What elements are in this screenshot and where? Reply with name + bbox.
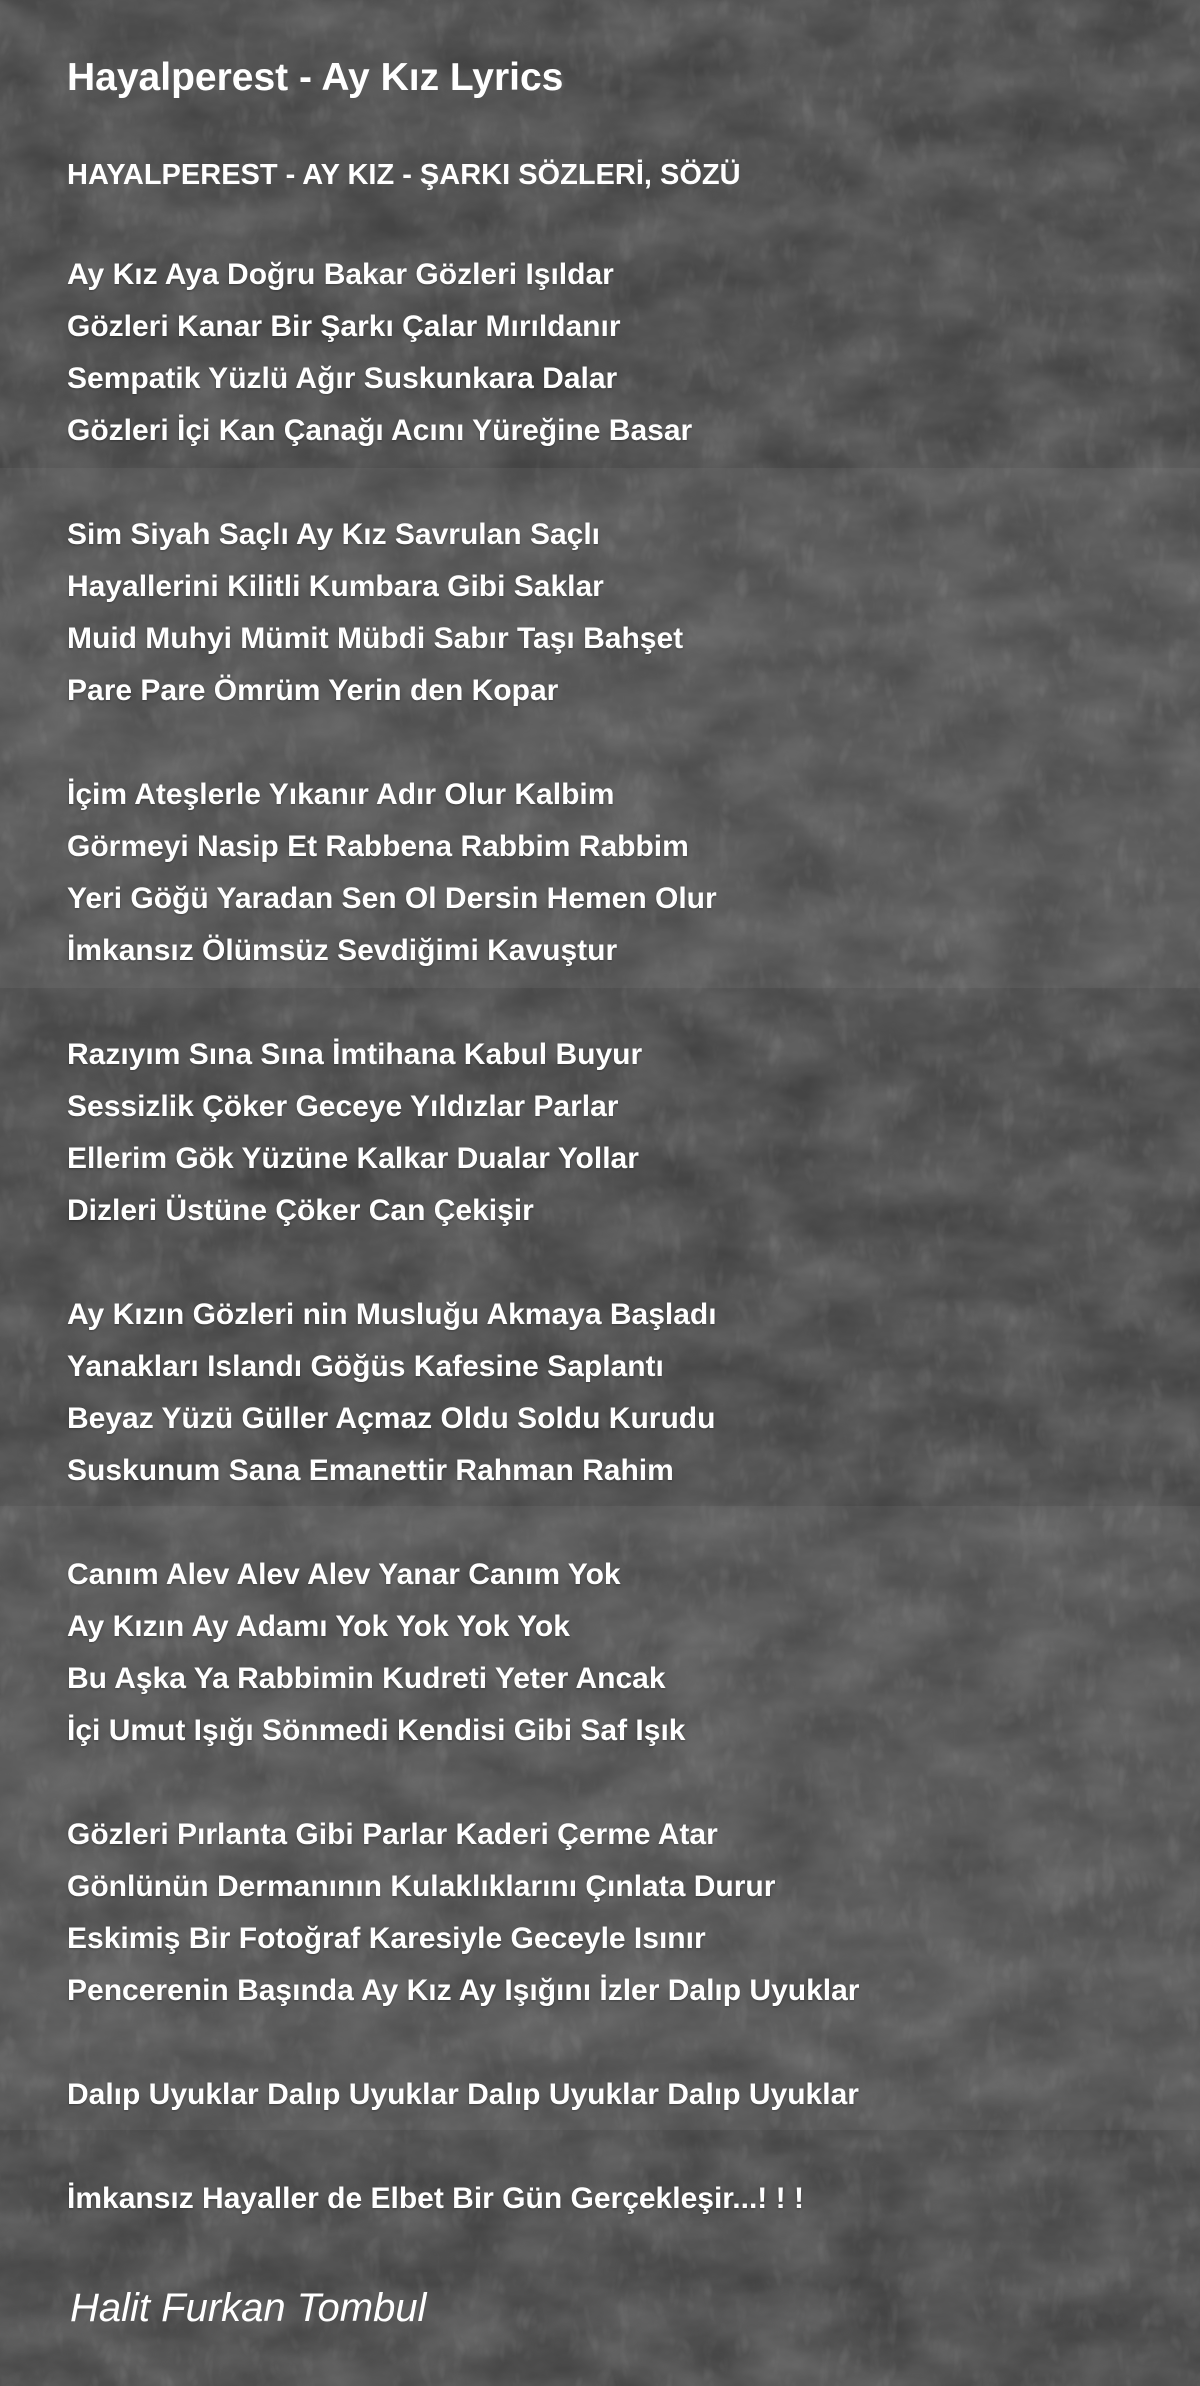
lyric-line: Sessizlik Çöker Geceye Yıldızlar Parlar — [67, 1090, 619, 1123]
page-subtitle: HAYALPEREST - AY KIZ - ŞARKI SÖZLERİ, SÖZÜ — [67, 159, 741, 191]
stanza — [67, 1029, 859, 1237]
lyric-line: İçi Umut Işığı Sönmedi Kendisi Gibi Saf Işık — [67, 1714, 686, 1747]
stanza — [67, 2069, 859, 2121]
lyric-line: İmkansız Ölümsüz Sevdiğimi Kavuştur — [67, 934, 618, 967]
lyric-line: Sim Siyah Saçlı Ay Kız Savrulan Saçlı — [67, 518, 601, 551]
stanza — [67, 1289, 859, 1497]
lyric-line: Gözleri Pırlanta Gibi Parlar Kaderi Çerme Atar — [67, 1818, 718, 1851]
lyric-line: Yanakları Islandı Göğüs Kafesine Saplantı — [67, 1350, 664, 1383]
lyric-line: Gözleri Kanar Bir Şarkı Çalar Mırıldanır — [67, 310, 621, 343]
lyric-line: Bu Aşka Ya Rabbimin Kudreti Yeter Ancak — [67, 1662, 666, 1695]
lyrics-body — [67, 249, 859, 2277]
lyric-line: Beyaz Yüzü Güller Açmaz Oldu Soldu Kurudu — [67, 1402, 716, 1435]
lyric-line: Canım Alev Alev Alev Yanar Canım Yok — [67, 1558, 621, 1591]
lyric-line: Ay Kız Aya Doğru Bakar Gözleri Işıldar — [67, 258, 614, 291]
lyric-line: Pencerenin Başında Ay Kız Ay Işığını İzler Dalıp Uyuklar — [67, 1974, 860, 2007]
lyric-line: Ay Kızın Ay Adamı Yok Yok Yok Yok — [67, 1610, 570, 1643]
lyric-line: Ay Kızın Gözleri nin Musluğu Akmaya Başladı — [67, 1298, 717, 1331]
lyric-line: Sempatik Yüzlü Ağır Suskunkara Dalar — [67, 362, 618, 395]
stanza — [67, 769, 859, 977]
stanza — [67, 249, 859, 457]
stanza — [67, 2173, 859, 2225]
lyric-line: Görmeyi Nasip Et Rabbena Rabbim Rabbim — [67, 830, 689, 863]
lyric-line: İmkansız Hayaller de Elbet Bir Gün Gerçekleşir...! ! ! — [67, 2182, 804, 2215]
lyric-line: Gönlünün Dermanının Kulaklıklarını Çınlata Durur — [67, 1870, 776, 1903]
lyric-line: Dalıp Uyuklar Dalıp Uyuklar Dalıp Uyuklar Dalıp Uyuklar — [67, 2078, 859, 2111]
lyric-line: Hayallerini Kilitli Kumbara Gibi Saklar — [67, 570, 604, 603]
lyric-line: Muid Muhyi Mümit Mübdi Sabır Taşı Bahşet — [67, 622, 684, 655]
lyric-line: Razıyım Sına Sına İmtihana Kabul Buyur — [67, 1038, 643, 1071]
lyric-line: Dizleri Üstüne Çöker Can Çekişir — [67, 1194, 534, 1227]
lyric-line: Suskunum Sana Emanettir Rahman Rahim — [67, 1454, 674, 1487]
lyric-line: Yeri Göğü Yaradan Sen Ol Dersin Hemen Olur — [67, 882, 717, 915]
lyric-line: Pare Pare Ömrüm Yerin den Kopar — [67, 674, 559, 707]
lyric-line: Ellerim Gök Yüzüne Kalkar Dualar Yollar — [67, 1142, 639, 1175]
stanza — [67, 1549, 859, 1757]
lyric-line: İçim Ateşlerle Yıkanır Adır Olur Kalbim — [67, 778, 615, 811]
author-signature: Halit Furkan Tombul — [70, 2286, 427, 2330]
page-title: Hayalperest - Ay Kız Lyrics — [67, 56, 564, 99]
stanza — [67, 1809, 859, 2017]
lyric-line: Gözleri İçi Kan Çanağı Acını Yüreğine Basar — [67, 414, 693, 447]
stanza — [67, 509, 859, 717]
lyric-line: Eskimiş Bir Fotoğraf Karesiyle Geceyle Isınır — [67, 1922, 706, 1955]
